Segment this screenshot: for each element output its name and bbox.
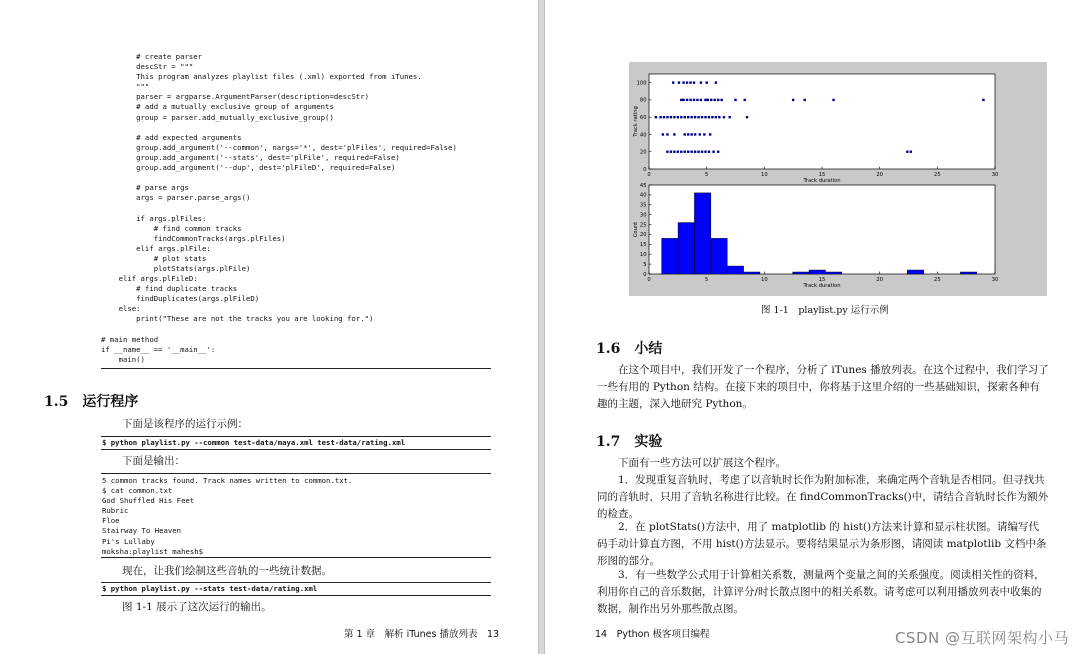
scatter-point	[677, 151, 679, 153]
scatter-y-tick-label: 100	[636, 80, 647, 87]
csdn-watermark: CSDN @互联网架构小马	[894, 629, 1069, 647]
histogram-plot	[633, 183, 998, 289]
hist-y-tick-label: 30	[639, 212, 647, 219]
section-heading-1-5: 1.5 运行程序	[44, 394, 139, 410]
intro-stats-text: 现在，让我们绘制这些音轨的一些统计数据。	[122, 565, 332, 577]
figure-1-1	[629, 62, 1047, 296]
code-line: group.add_argument('--dup', dest='plFileD', required=False)	[101, 163, 396, 173]
histogram-bar	[711, 238, 727, 274]
figure-reference-text: 图 1-1 展示了这次运行的输出。	[122, 601, 272, 613]
code-end-rule	[101, 368, 491, 369]
histogram-bar	[793, 272, 809, 274]
code-line: findDuplicates(args.plFileD)	[101, 294, 260, 304]
scatter-point	[693, 81, 695, 83]
output-line: God Shuffled His Feet	[102, 496, 195, 506]
scatter-point	[684, 116, 686, 118]
playlist-stats-chart	[629, 62, 1047, 296]
left-page-footer: 第 1 章 解析 iTunes 播放列表 13	[344, 629, 500, 640]
experiment-item-1: 1．发现重复音轨时，考虑了以音轨时长作为附加标准，来确定两个音轨是否相同。但寻找共同的音轨时，只用了音轨名称进行比较。在 findCommonTracks()中，请结合音轨时长作为额外的检查。	[597, 474, 1049, 520]
summary-paragraph: 在这个项目中，我们开发了一个程序，分析了 iTunes 播放列表。在这个过程中，我们学习了一些有用的 Python 结构。在接下来的项目中，你将基于这里介绍的一些基础知识，探索各种有趣的主题，深入地研究 Python。	[597, 364, 1049, 410]
scatter-point	[686, 81, 688, 83]
scatter-x-tick-label: 25	[934, 172, 941, 178]
code-line: findCommonTracks(args.plFiles)	[101, 233, 286, 243]
scatter-point	[666, 151, 668, 153]
scatter-x-tick-label: 10	[761, 172, 768, 178]
scatter-point	[690, 116, 692, 118]
scatter-point	[832, 99, 834, 101]
hist-x-tick-label: 20	[876, 277, 883, 283]
output-line: Rubric	[102, 506, 129, 516]
code-line: # plot stats	[101, 253, 207, 263]
hist-y-tick-label: 40	[639, 192, 647, 199]
histogram-bar	[694, 193, 710, 274]
hist-x-tick-label: 10	[761, 277, 768, 283]
code-line: plotStats(args.plFile)	[101, 263, 251, 273]
scatter-point	[687, 133, 689, 135]
code-line: print("These are not the tracks you are looking for.")	[101, 314, 374, 324]
code-line: group = parser.add_mutually_exclusive_group()	[101, 112, 334, 122]
hist-x-axis-label: Track duration	[803, 283, 841, 289]
scatter-x-tick-label: 5	[705, 172, 709, 178]
histogram-bar	[727, 266, 743, 274]
hist-x-tick-label: 30	[991, 277, 999, 283]
code-line: elif args.plFileD:	[101, 274, 198, 284]
scatter-point	[717, 99, 719, 101]
code-line: # add a mutually exclusive group of arguments	[101, 102, 334, 112]
histogram-bar	[744, 272, 760, 274]
hist-y-tick-label: 35	[639, 202, 647, 209]
scatter-y-tick-label: 60	[639, 114, 647, 121]
scatter-point	[711, 116, 713, 118]
scatter-point	[699, 133, 701, 135]
hist-y-tick-label: 0	[643, 271, 647, 278]
code-line: # create parser	[101, 52, 203, 61]
code-line: # parse args	[101, 183, 189, 193]
scatter-point	[708, 151, 710, 153]
histogram-bar	[907, 270, 923, 274]
left-page	[0, 0, 538, 654]
code-line: """	[101, 82, 150, 92]
scatter-point	[682, 99, 684, 101]
scatter-point	[690, 133, 692, 135]
scatter-point	[709, 133, 711, 135]
scatter-point	[701, 116, 703, 118]
scatter-point	[701, 151, 703, 153]
cmd1-bottom-rule	[101, 449, 491, 450]
code-line: main()	[101, 354, 145, 364]
experiment-item-3: 3．有一些数学公式用于计算相关系数，测量两个变量之间的关系强度。阅读相关性的资料，利用你自己的音乐数据，计算评分/时长散点图中的相关系数。请考虑可以利用播放列表中收集的数据，制作出另外那些散点图。	[597, 569, 1045, 615]
output-line: $ cat common.txt	[102, 486, 173, 496]
scatter-point	[707, 99, 709, 101]
output-line: Floe	[102, 516, 120, 526]
code-line	[101, 203, 491, 213]
scatter-point	[694, 133, 696, 135]
scatter-point	[673, 116, 675, 118]
code-line: This program analyzes playlist files (.xml) exported from iTunes.	[101, 72, 422, 82]
scatter-point	[700, 81, 702, 83]
book-gutter	[538, 0, 545, 654]
section-heading-1-6: 1.6 小结	[596, 341, 663, 357]
hist-y-tick-label: 45	[639, 182, 647, 189]
scatter-x-tick-label: 0	[647, 172, 651, 178]
code-listing	[101, 52, 491, 365]
cmd2-bottom-rule	[101, 595, 491, 596]
scatter-y-axis-label: Track rating	[633, 106, 639, 137]
output-top-rule	[101, 473, 491, 474]
scatter-x-tick-label: 15	[818, 172, 826, 178]
scatter-point	[746, 116, 748, 118]
code-line: # add expected arguments	[101, 132, 242, 142]
scatter-point	[690, 151, 692, 153]
scatter-point	[666, 133, 668, 135]
hist-y-tick-label: 5	[643, 261, 647, 268]
figure-caption: 图 1-1 playlist.py 运行示例	[761, 305, 889, 316]
hist-x-tick-label: 0	[647, 277, 651, 283]
cmd1-top-rule	[101, 436, 491, 437]
scatter-point	[804, 99, 806, 101]
scatter-point	[686, 99, 688, 101]
scatter-y-tick-label: 40	[639, 132, 647, 139]
output-line: Pi's Lullaby	[102, 536, 155, 546]
output-line: Stairway To Heaven	[102, 526, 182, 536]
output-line: moksha:playlist mahesh$	[102, 546, 204, 556]
output-listing	[102, 476, 352, 557]
scatter-y-tick-label: 80	[639, 97, 647, 104]
scatter-y-tick-label: 20	[639, 149, 647, 156]
hist-x-tick-label: 15	[818, 277, 826, 283]
code-line: if args.plFiles:	[101, 213, 207, 223]
scatter-point	[710, 99, 712, 101]
scatter-point	[663, 116, 665, 118]
code-line: if __name__ == '__main__':	[101, 344, 216, 354]
output-bottom-rule	[101, 557, 491, 558]
scatter-point	[678, 81, 680, 83]
hist-y-tick-label: 15	[639, 242, 647, 249]
scatter-point	[655, 116, 657, 118]
hist-y-tick-label: 10	[639, 252, 647, 259]
code-line	[101, 173, 491, 183]
output-line: 5 common tracks found. Track names written to common.txt.	[102, 476, 353, 485]
scatter-point	[666, 116, 668, 118]
scatter-point	[720, 99, 722, 101]
scatter-point	[673, 151, 675, 153]
scatter-point	[744, 99, 746, 101]
scatter-point	[723, 116, 725, 118]
experiment-item-2: 2．在 plotStats()方法中，用了 matplotlib 的 hist()方法来计算和显示柱状图。请编写代码手动计算直方图，不用 hist()方法显示。要将结果显示为条形图，请阅读 matplotlib 文档中条形图的部分。	[597, 521, 1047, 567]
code-line	[101, 123, 491, 133]
scatter-point	[670, 116, 672, 118]
scatter-point	[708, 116, 710, 118]
scatter-point	[910, 151, 912, 153]
code-line: descStr = """	[101, 62, 194, 72]
scatter-point	[729, 116, 731, 118]
scatter-point	[677, 116, 679, 118]
histogram-bar	[825, 272, 841, 274]
scatter-point	[682, 81, 684, 83]
command-line-2: $ python playlist.py --stats test-data/rating.xml	[102, 584, 318, 593]
hist-x-tick-label: 5	[705, 277, 709, 283]
scatter-point	[672, 81, 674, 83]
scatter-point	[697, 151, 699, 153]
code-line: # find duplicate tracks	[101, 284, 238, 294]
scatter-y-tick-label: 0	[643, 166, 647, 173]
scatter-point	[684, 133, 686, 135]
command-line-1: $ python playlist.py --common test-data/maya.xml test-data/rating.xml	[102, 438, 406, 447]
code-line: # main method	[101, 334, 159, 344]
scatter-point	[696, 99, 698, 101]
scatter-point	[670, 151, 672, 153]
scatter-x-axis-label: Track duration	[803, 178, 841, 184]
scatter-point	[659, 116, 661, 118]
scatter-point	[703, 133, 705, 135]
histogram-bar	[809, 270, 825, 274]
scatter-point	[697, 116, 699, 118]
code-line: elif args.plFile:	[101, 243, 211, 253]
experiments-intro: 下面有一些方法可以扩展这个程序。	[618, 457, 786, 469]
scatter-point	[715, 81, 717, 83]
scatter-x-tick-label: 30	[991, 172, 999, 178]
scatter-point	[704, 99, 706, 101]
code-line: else:	[101, 304, 141, 314]
scatter-point	[717, 151, 719, 153]
right-page	[545, 0, 1081, 654]
scatter-point	[718, 116, 720, 118]
scatter-point	[684, 151, 686, 153]
code-line: group.add_argument('--common', nargs='*', dest='plFiles', required=False)	[101, 142, 457, 152]
right-page-footer: 14 Python 极客项目编程	[595, 629, 710, 640]
scatter-plot-area	[649, 74, 995, 169]
scatter-point	[693, 99, 695, 101]
hist-y-tick-label: 25	[639, 222, 647, 229]
scatter-point	[673, 133, 675, 135]
scatter-point	[700, 99, 702, 101]
scatter-point	[694, 116, 696, 118]
intro-output-text: 下面是输出：	[122, 455, 185, 467]
scatter-point	[689, 81, 691, 83]
scatter-point	[734, 99, 736, 101]
histogram-bar	[678, 223, 694, 274]
scatter-point	[680, 99, 682, 101]
section-heading-1-7: 1.7 实验	[596, 434, 663, 450]
code-line: group.add_argument('--stats', dest='plFile', required=False)	[101, 152, 400, 162]
hist-y-tick-label: 20	[639, 232, 647, 239]
code-line: parser = argparse.ArgumentParser(description=descStr)	[101, 92, 369, 102]
intro-example-text: 下面是该程序的运行示例：	[122, 418, 248, 430]
scatter-point	[982, 99, 984, 101]
code-line: args = parser.parse_args()	[101, 193, 251, 203]
code-line	[101, 325, 491, 335]
scatter-point	[715, 116, 717, 118]
scatter-point	[792, 99, 794, 101]
scatter-point	[689, 99, 691, 101]
scatter-point	[704, 151, 706, 153]
hist-x-tick-label: 25	[934, 277, 941, 283]
histogram-bar	[662, 238, 678, 274]
scatter-point	[662, 133, 664, 135]
histogram-bar	[960, 272, 976, 274]
scatter-point	[704, 116, 706, 118]
code-line: # find common tracks	[101, 223, 242, 233]
scatter-point	[714, 99, 716, 101]
scatter-point	[694, 151, 696, 153]
cmd2-top-rule	[101, 582, 491, 583]
scatter-point	[680, 151, 682, 153]
scatter-point	[687, 116, 689, 118]
hist-y-axis-label: Count	[633, 221, 639, 238]
scatter-x-tick-label: 20	[876, 172, 883, 178]
scatter-point	[680, 116, 682, 118]
scatter-point	[687, 151, 689, 153]
scatter-plot	[633, 74, 998, 184]
scatter-point	[906, 151, 908, 153]
scatter-point	[705, 81, 707, 83]
scatter-point	[712, 151, 714, 153]
